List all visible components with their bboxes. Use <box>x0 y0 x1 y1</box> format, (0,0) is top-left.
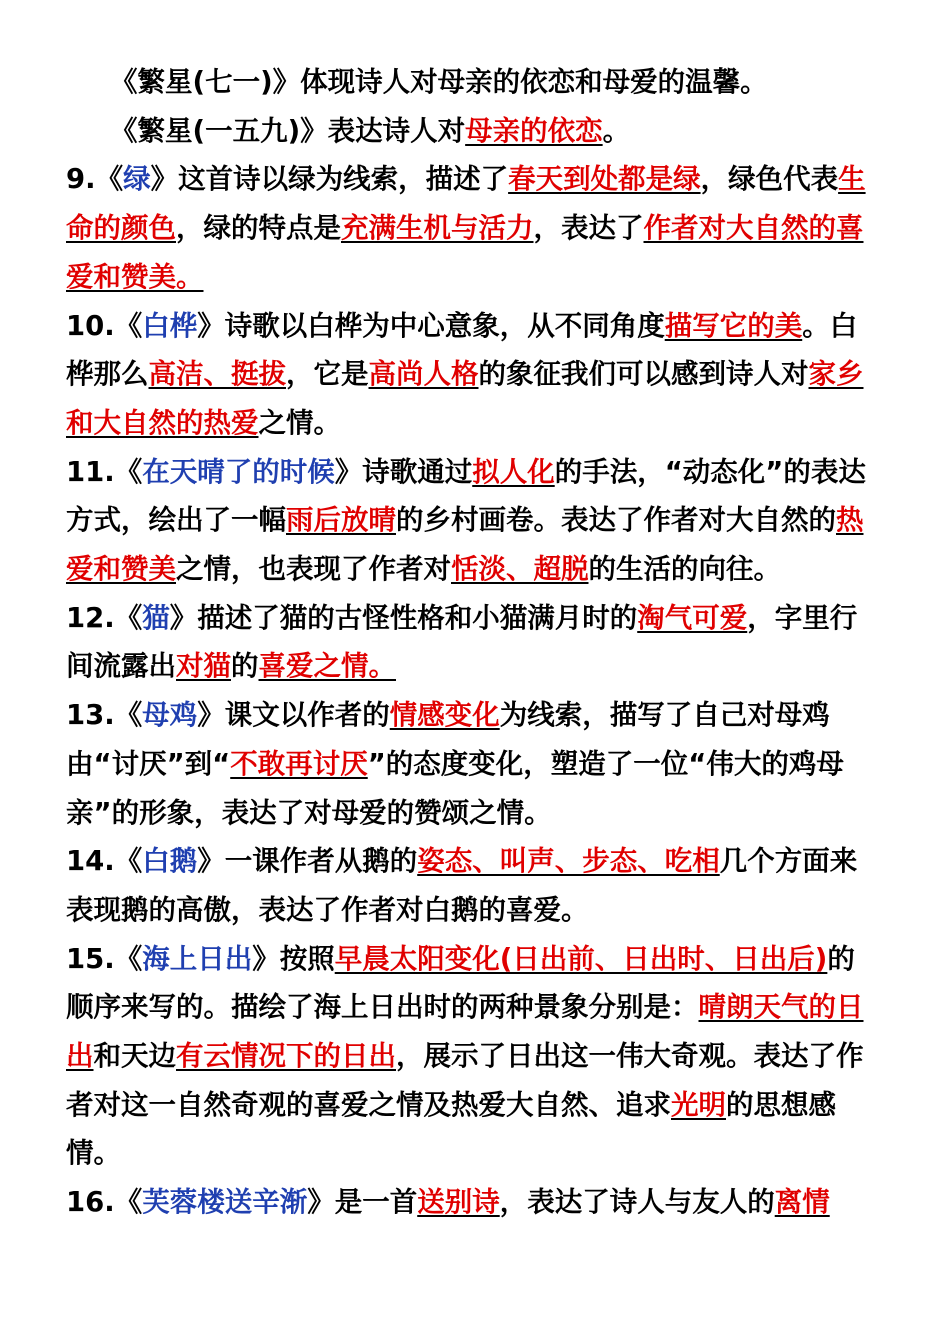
lesson-title: 白桦 <box>142 309 198 342</box>
body-text: 9.《 <box>66 163 124 196</box>
paragraph-item-9 <box>66 155 870 301</box>
lesson-title: 猫 <box>142 601 170 634</box>
answer-text: 不敢再讨厌 <box>230 747 368 780</box>
answer-text: 晴朗天气的日出 <box>66 991 864 1073</box>
body-text: ，展示了日出这一伟大奇观。表达了作者对这一自然奇观的喜爱之情及热爱大自然、追求 <box>66 1040 864 1121</box>
answer-text: 拟人化 <box>472 455 555 488</box>
lesson-title: 白鹅 <box>142 845 198 878</box>
body-text: 15.《 <box>66 942 143 975</box>
paragraph-fanxing-71 <box>66 58 870 107</box>
answer-text: 情感变化 <box>389 699 500 732</box>
answer-text: 描写它的美 <box>664 309 803 342</box>
answer-text: 对猫 <box>176 650 231 683</box>
answer-text: 热爱和赞美 <box>66 504 864 586</box>
body-text: 几个方面来表现鹅的高傲，表达了作者对白鹅的喜爱。 <box>66 845 858 926</box>
body-text: ，表达了诗人与友人的 <box>499 1186 775 1219</box>
body-text: 的顺序来写的。描绘了海上日出时的两种景象分别是： <box>66 942 855 1024</box>
body-text: 》按照 <box>252 942 335 975</box>
body-text: 和天边 <box>93 1040 176 1073</box>
body-text: 为线索，描写了自己对母鸡由“讨厌”到“ <box>66 699 830 780</box>
paragraph-fanxing-159 <box>66 107 870 156</box>
answer-text: 高尚人格 <box>368 358 479 391</box>
body-text: ，字里行间流露出 <box>66 601 858 683</box>
answer-text: 高洁、挺拔 <box>148 358 286 391</box>
lesson-title: 在天晴了的时候 <box>142 455 335 488</box>
body-text: ，它是 <box>286 358 369 391</box>
answer-text: 作者对大自然的喜爱和赞美。 <box>66 212 864 293</box>
answer-text: 离情 <box>774 1186 830 1219</box>
answer-text: 家乡和大自然的热爱 <box>66 358 864 439</box>
lesson-title: 绿 <box>123 163 151 196</box>
body-text: 》课文以作者的 <box>197 699 390 732</box>
body-text: 》诗歌以白桦为中心意象，从不同角度 <box>197 309 665 342</box>
lesson-title: 母鸡 <box>142 699 198 732</box>
body-text: 的象征我们可以感到诗人对 <box>478 358 809 391</box>
paragraph-item-14 <box>66 837 870 934</box>
body-text: 之情，也表现了作者对 <box>176 553 451 586</box>
answer-text: 姿态、叫声、步态、吃相 <box>417 845 720 878</box>
answer-text: 淘气可爱 <box>637 601 748 634</box>
body-text: ”的态度变化，塑造了一位“伟大的鸡母亲”的形象，表达了对母爱的赞颂之情。 <box>66 747 844 829</box>
answer-text: 送别诗 <box>417 1186 500 1219</box>
answer-text: 有云情况下的日出 <box>176 1040 396 1073</box>
body-text: 《繁星(一五九)》表达诗人对 <box>110 114 466 147</box>
body-text: 》诗歌通过 <box>334 455 473 488</box>
body-text: 的思想感情。 <box>66 1088 836 1170</box>
body-text: ，绿色代表 <box>700 163 839 196</box>
answer-text: 充满生机与活力 <box>341 212 534 245</box>
body-text: 。白桦那么 <box>66 309 858 391</box>
body-text: 《繁星(七一)》体现诗人对母亲的依恋和母爱的温馨。 <box>110 66 768 98</box>
lesson-title: 芙蓉楼送辛渐 <box>142 1186 308 1219</box>
answer-text: 恬淡、超脱 <box>451 553 589 586</box>
body-text: 》描述了猫的古怪性格和小猫满月时的 <box>169 601 638 634</box>
body-text: 的手法，“动态化”的表达方式，绘出了一幅 <box>66 455 866 537</box>
body-text: 。 <box>602 114 631 147</box>
body-text: 10.《 <box>66 309 143 342</box>
paragraph-item-10 <box>66 302 870 448</box>
body-text: 》是一首 <box>307 1186 418 1219</box>
answer-text: 母亲的依恋 <box>465 114 603 147</box>
body-text: ，表达了 <box>533 212 644 245</box>
answer-text: 光明 <box>671 1088 726 1121</box>
body-text: 的生活的向往。 <box>588 553 781 586</box>
body-text: 之情。 <box>258 406 341 439</box>
body-text: 的 <box>231 650 259 683</box>
lesson-title: 海上日出 <box>142 942 253 975</box>
answer-text: 生命的颜色 <box>66 163 866 245</box>
body-text: 14.《 <box>66 845 143 878</box>
body-text: 的乡村画卷。表达了作者对大自然的 <box>396 504 836 537</box>
paragraph-item-15 <box>66 935 870 1179</box>
body-text: ，绿的特点是 <box>176 212 341 245</box>
paragraph-item-13 <box>66 691 870 837</box>
body-text: 11.《 <box>66 455 143 488</box>
answer-text: 春天到处都是绿 <box>508 163 701 196</box>
paragraph-item-12 <box>66 594 870 691</box>
body-text: 》一课作者从鹅的 <box>197 845 418 878</box>
body-text: 》这首诗以绿为线索，描述了 <box>150 163 509 196</box>
answer-text: 雨后放晴 <box>286 504 396 537</box>
body-text: 16.《 <box>66 1186 143 1219</box>
body-text: 12.《 <box>66 601 143 634</box>
paragraph-item-16 <box>66 1178 870 1227</box>
body-text: 13.《 <box>66 699 143 732</box>
answer-text: 喜爱之情。 <box>258 650 396 683</box>
answer-text: 早晨太阳变化(日出前、日出时、日出后) <box>334 942 828 975</box>
paragraph-item-11 <box>66 448 870 594</box>
